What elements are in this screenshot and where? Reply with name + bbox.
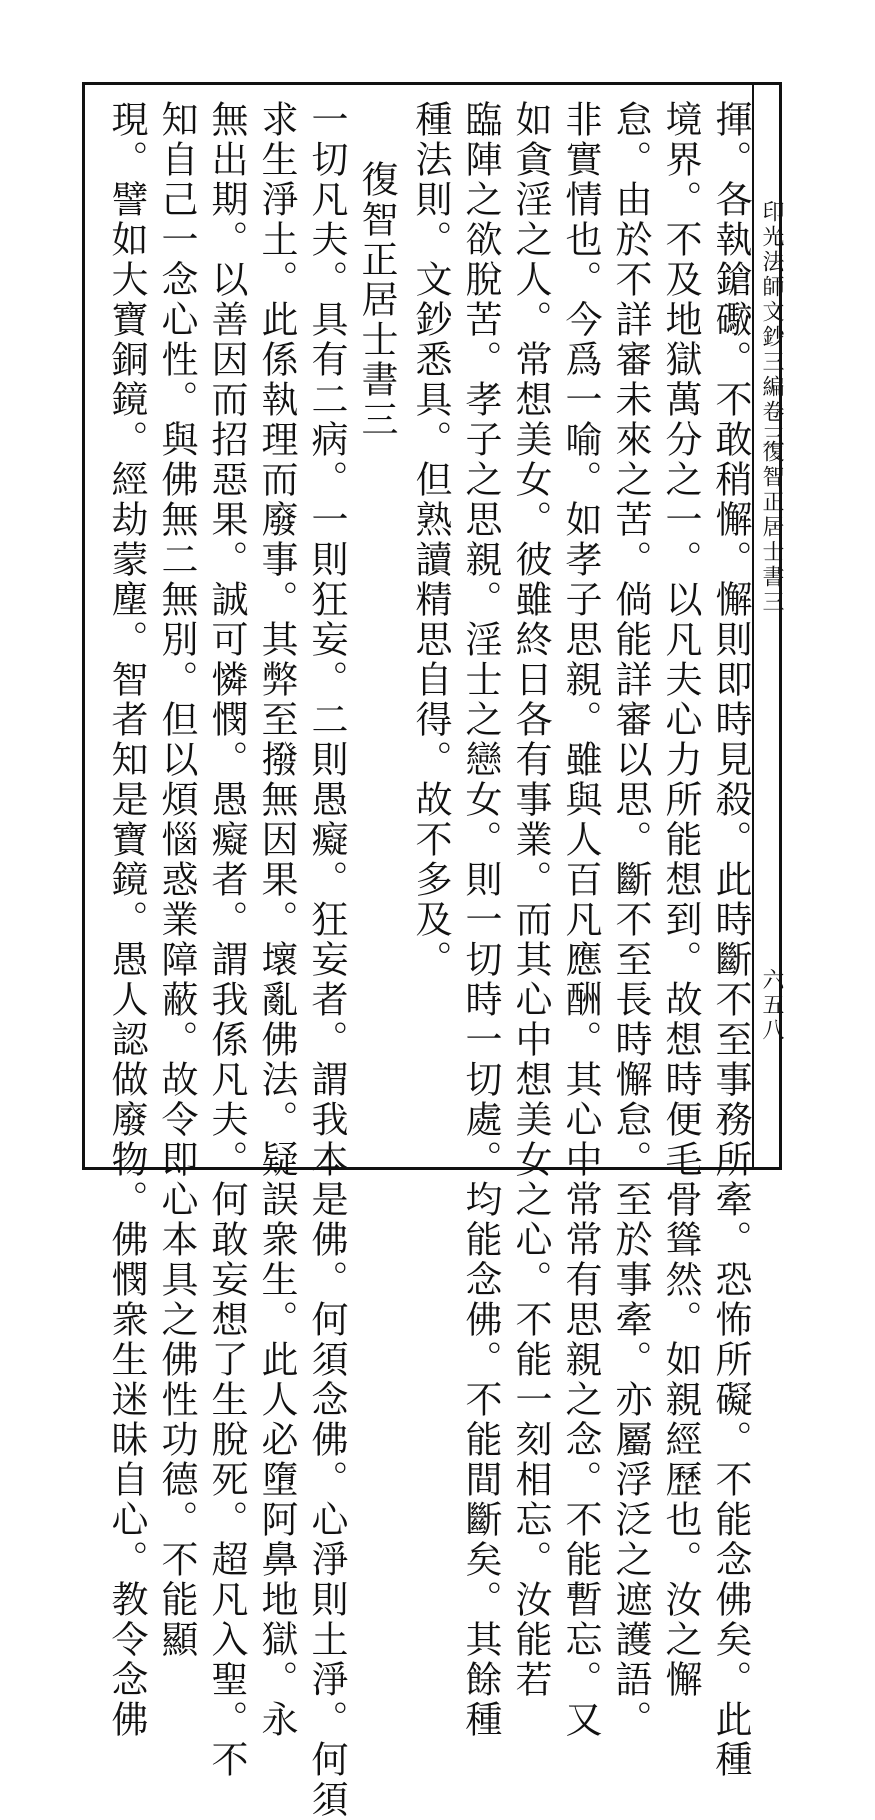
text-column: 求生淨土。此係執理而廢事。其弊至撥無因果。壞亂佛法。疑誤衆生。此人必墮阿鼻地獄。永 <box>255 100 298 1740</box>
text-column: 如貪淫之人。常想美女。彼雖終日各有事業。而其心中想美女之心。不能一刻相忘。汝能若 <box>509 100 552 1700</box>
text-column: 知自己一念心性。與佛無二無別。但以煩惱惑業障蔽。故令即心本具之佛性功德。不能顯 <box>155 100 198 1660</box>
text-column: 臨陣之欲脫苦。孝子之思親。淫士之戀女。則一切時一切處。均能念佛。不能間斷矣。其餘種 <box>459 100 502 1740</box>
text-column: 非實情也。今爲一喻。如孝子思親。雖與人百凡應酬。其心中常常有思親之念。不能暫忘。又 <box>559 100 602 1740</box>
text-column: 現。譬如大寶銅鏡。經劫蒙塵。智者知是寶鏡。愚人認做廢物。佛憫衆生迷昧自心。教令念佛 <box>105 100 148 1740</box>
text-column: 一切凡夫。具有二病。一則狂妄。二則愚癡。狂妄者。謂我本是佛。何須念佛。心淨則土淨。何須 <box>305 100 348 1820</box>
section-title: 復智正居士書三 <box>759 440 784 615</box>
text-column: 種法則。文鈔悉具。但熟讀精思自得。故不多及。 <box>409 100 452 980</box>
letter-heading: 復智正居士書三 <box>355 160 398 440</box>
text-column: 境界。不及地獄萬分之一。以凡夫心力所能想到。故想時便毛骨聳然。如親經歷也。汝之懈 <box>659 100 702 1700</box>
text-column: 無出期。以善因而招惡果。誠可憐憫。愚癡者。謂我係凡夫。何敢妄想了生脫死。超凡入聖。不 <box>205 100 248 1780</box>
text-column: 揮。各執鎗礮。不敢稍懈。懈則即時見殺。此時斷不至事務所牽。恐怖所礙。不能念佛矣。此種 <box>709 100 752 1780</box>
book-title: 印光法師文鈔三編卷三 <box>759 200 784 450</box>
page-number: 六五八 <box>759 968 784 1043</box>
text-column: 怠。由於不詳審未來之苦。倘能詳審以思。斷不至長時懈怠。至於事牽。亦屬浮泛之遮護語。 <box>609 100 652 1740</box>
